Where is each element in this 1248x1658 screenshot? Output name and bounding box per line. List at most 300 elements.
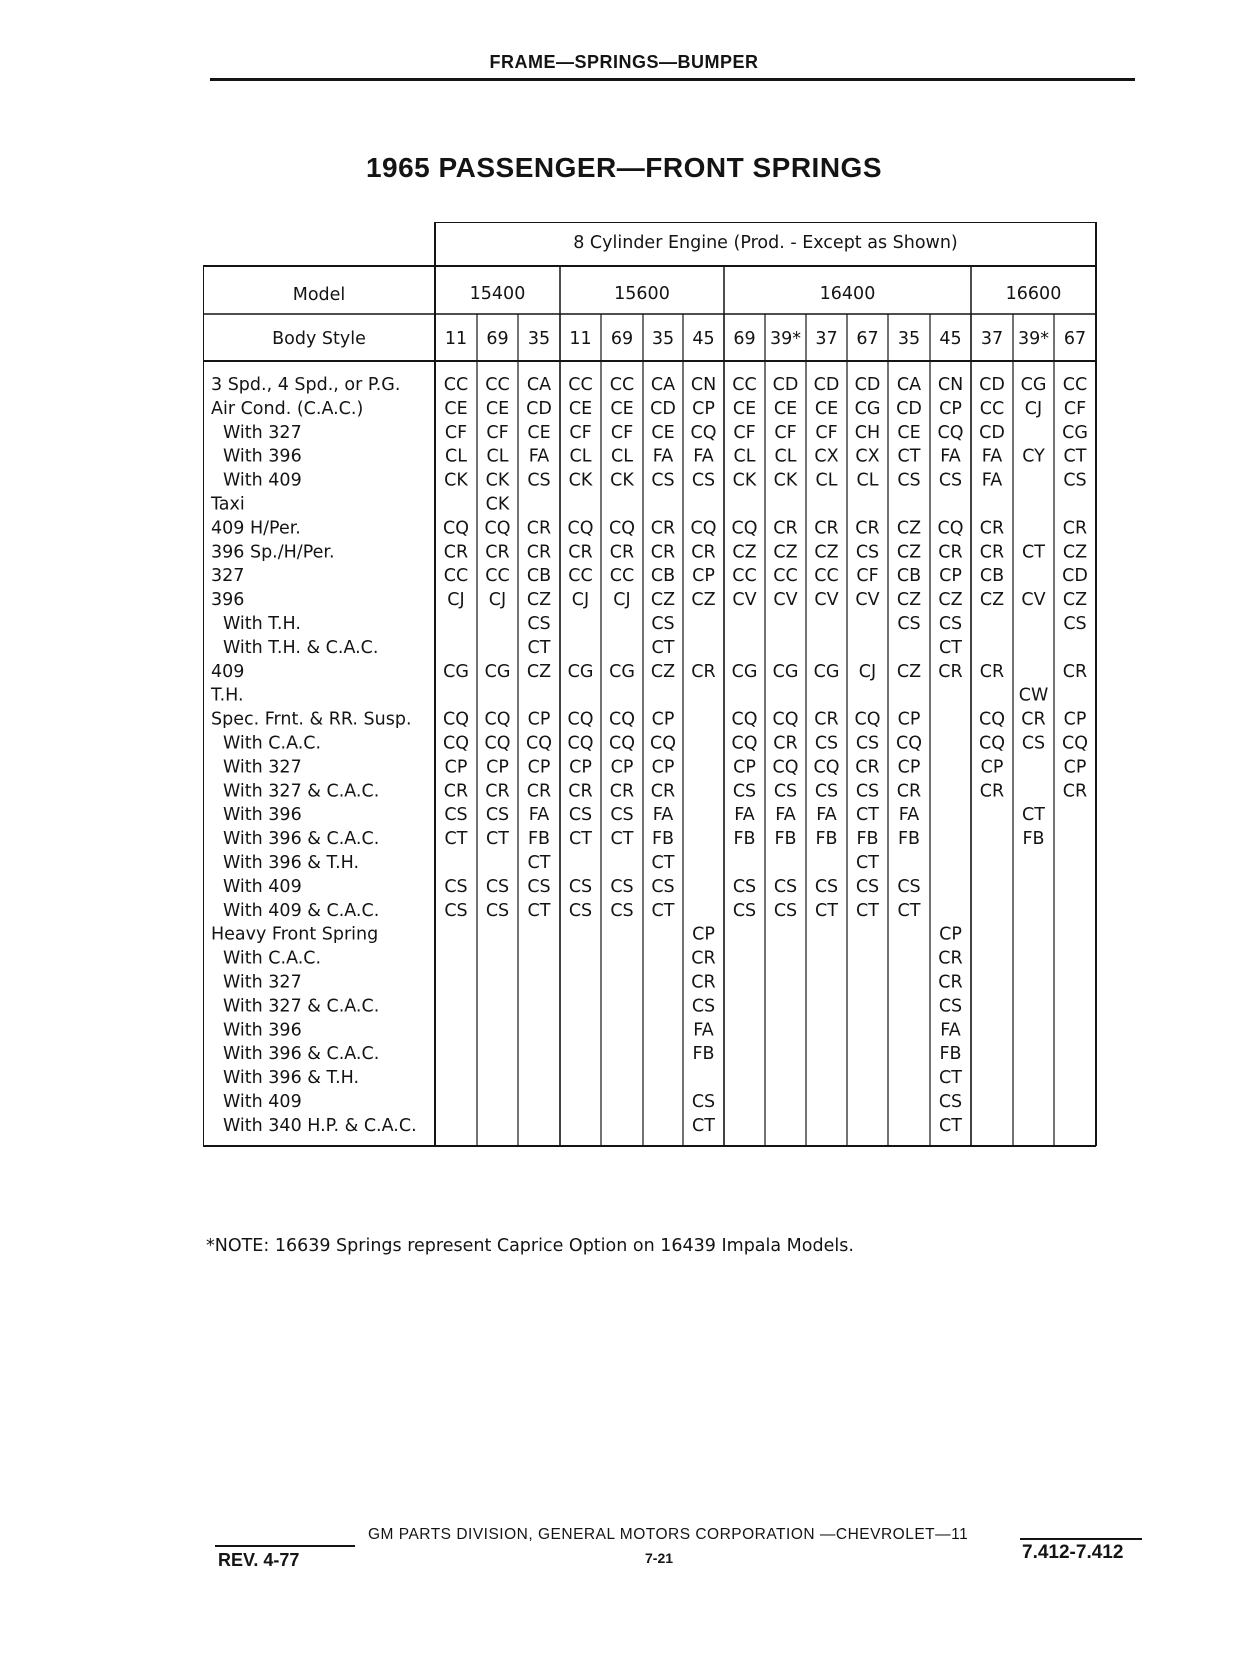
spring-code-cell: CR	[443, 781, 469, 802]
spring-code-cell: CV	[855, 590, 880, 611]
spring-code-cell: CL	[486, 446, 509, 467]
springs-table-svg	[203, 222, 1138, 1200]
body-style-69: 69	[486, 329, 509, 349]
spring-code-cell: FA	[816, 805, 837, 826]
spring-code-cell: CZ	[814, 542, 839, 563]
spring-code-cell: CG	[484, 661, 511, 682]
spring-code-cell: CZ	[1062, 590, 1088, 611]
spring-code-cell: CQ	[443, 518, 469, 539]
spring-code-cell: CQ	[484, 709, 511, 730]
spring-code-cell: CR	[650, 518, 676, 539]
spring-code-cell: CC	[568, 566, 593, 587]
row-label: T.H.	[211, 685, 244, 706]
spring-code-cell: CC	[732, 566, 757, 587]
spring-code-cell: CF	[610, 422, 634, 443]
spring-code-cell: CP	[444, 757, 468, 778]
spring-code-cell: CT	[651, 637, 675, 658]
spring-code-cell: CT	[444, 829, 468, 850]
spring-code-cell: CS	[610, 805, 634, 826]
spring-code-cell: FA	[652, 805, 674, 826]
spring-code-cell: FB	[939, 1044, 962, 1065]
spring-code-cell: CS	[691, 470, 716, 491]
row-label: Air Cond. (C.A.C.)	[211, 398, 364, 419]
body-style-45: 45	[692, 329, 715, 349]
spring-code-cell: CC	[609, 375, 635, 395]
spring-code-cell: CS	[732, 781, 757, 802]
spring-code-cell: CS	[444, 805, 468, 826]
row-label: Heavy Front Spring	[211, 924, 379, 945]
spring-code-cell: FB	[527, 829, 551, 850]
header-rule	[210, 78, 1135, 81]
spring-code-cell: FB	[856, 829, 879, 850]
spring-code-cell: CQ	[567, 518, 594, 539]
spring-code-cell: CT	[527, 637, 551, 658]
row-label: With 327	[223, 422, 302, 443]
spring-code-cell: CP	[527, 709, 551, 730]
spring-code-cell: CQ	[937, 422, 964, 443]
spring-code-cell: CR	[938, 948, 963, 969]
row-label: With 340 H.P. & C.A.C.	[223, 1115, 417, 1136]
spring-code-cell: CC	[1062, 375, 1088, 395]
spring-code-cell: CR	[691, 661, 716, 682]
spring-code-cell: CP	[897, 757, 921, 778]
spring-code-cell: CQ	[567, 733, 594, 754]
model-label: Model	[292, 285, 346, 305]
body-style-37: 37	[815, 329, 838, 349]
spring-code-cell: CB	[979, 566, 1005, 587]
spring-code-cell: CT	[856, 900, 879, 921]
spring-code-cell: CP	[939, 398, 962, 419]
spring-code-cell: CR	[691, 948, 716, 969]
spring-code-cell: CT	[610, 829, 634, 850]
spring-code-cell: FA	[775, 805, 796, 826]
spring-code-cell: CT	[527, 900, 551, 921]
spring-code-cell: CS	[485, 876, 510, 897]
spring-code-cell: CS	[485, 805, 510, 826]
spring-code-cell: CS	[485, 900, 510, 921]
spring-code-cell: CQ	[731, 518, 758, 539]
spring-code-cell: CS	[568, 900, 593, 921]
spring-code-cell: CZ	[896, 661, 922, 682]
spring-code-cell: CQ	[443, 709, 469, 730]
row-label: 396	[211, 590, 245, 611]
spring-code-cell: CR	[1021, 709, 1046, 730]
spring-code-cell: CS	[938, 996, 963, 1017]
row-label: With 409	[223, 470, 302, 491]
spring-code-cell: CR	[814, 709, 839, 730]
spring-code-cell: CQ	[854, 709, 881, 730]
spring-code-cell: CS	[1063, 614, 1087, 634]
spring-code-cell: CC	[568, 375, 593, 395]
spring-code-cell: CZ	[526, 590, 552, 611]
spring-code-cell: CR	[526, 542, 552, 563]
spring-code-cell: CE	[651, 422, 675, 443]
spring-code-cell: CR	[650, 781, 676, 802]
spring-code-cell: FA	[734, 805, 755, 826]
row-label: With 396 & C.A.C.	[223, 829, 380, 850]
spring-code-cell: CS	[897, 876, 921, 897]
spring-code-cell: CS	[1063, 470, 1087, 491]
row-label: With C.A.C.	[223, 948, 322, 969]
spring-code-cell: CP	[486, 757, 509, 778]
body-style-label: Body Style	[272, 329, 366, 349]
spring-code-cell: CR	[485, 542, 510, 563]
spring-code-cell: CQ	[567, 709, 594, 730]
spring-code-cell: CS	[568, 876, 593, 897]
spring-code-cell: CT	[815, 900, 838, 921]
body-style-37: 37	[980, 329, 1004, 349]
spring-code-cell: CT	[897, 900, 921, 921]
row-label: With T.H.	[223, 614, 301, 634]
spring-code-cell: CC	[443, 566, 469, 587]
spring-code-cell: CP	[692, 398, 715, 419]
spring-code-cell: CS	[814, 781, 839, 802]
body-style-69: 69	[610, 329, 634, 349]
spring-code-cell: CV	[773, 590, 798, 611]
spring-code-cell: CB	[896, 566, 922, 587]
spring-code-cell: CT	[939, 637, 962, 658]
spring-code-cell: CK	[485, 470, 510, 491]
spring-code-cell: CR	[855, 518, 880, 539]
spring-code-cell: CP	[1063, 757, 1087, 778]
spring-code-cell: CQ	[690, 518, 717, 539]
spring-code-cell: CL	[611, 446, 633, 467]
spring-code-cell: CS	[732, 876, 757, 897]
spring-code-cell: CR	[609, 781, 635, 802]
spring-code-cell: CF	[815, 422, 838, 443]
spring-code-cell: CP	[980, 757, 1004, 778]
spring-code-cell: CK	[568, 470, 593, 491]
spring-code-cell: CS	[773, 900, 798, 921]
spring-code-cell: CS	[568, 805, 593, 826]
spring-code-cell: CJ	[1024, 398, 1043, 419]
spring-code-cell: CR	[568, 781, 593, 802]
spring-code-cell: CZ	[773, 542, 798, 563]
spring-code-cell: CF	[774, 422, 797, 443]
spring-code-cell: CR	[938, 661, 963, 682]
spring-code-cell: CL	[733, 446, 756, 467]
spring-code-cell: CC	[485, 375, 510, 395]
body-style-67: 67	[856, 329, 879, 349]
footer-code: 7.412-7.412	[1022, 1542, 1124, 1563]
spring-code-cell: CR	[855, 757, 880, 778]
model-15400: 15400	[469, 284, 526, 304]
spring-code-cell: CQ	[484, 733, 511, 754]
body-style-39star: 39*	[1017, 329, 1050, 349]
spring-code-cell: CR	[526, 781, 552, 802]
spring-code-cell: CG	[731, 661, 758, 682]
spring-code-cell: CP	[651, 757, 675, 778]
spring-code-cell: CC	[979, 398, 1005, 419]
spring-code-cell: CA	[650, 375, 676, 395]
body-style-67: 67	[1063, 329, 1087, 349]
spring-code-cell: CZ	[1062, 542, 1088, 563]
spring-code-cell: CG	[1062, 422, 1088, 443]
body-style-69: 69	[733, 329, 756, 349]
spring-code-cell: CR	[896, 781, 922, 802]
spring-code-cell: CT	[1063, 446, 1087, 467]
spring-code-cell: CP	[939, 566, 962, 587]
spring-code-cell: CS	[691, 996, 716, 1017]
spring-code-cell: CS	[938, 1092, 963, 1112]
spring-code-cell: CY	[1022, 446, 1045, 467]
spring-code-cell: CS	[444, 900, 468, 921]
spring-code-cell: CE	[773, 398, 798, 419]
spring-code-cell: CD	[896, 398, 922, 419]
spring-code-cell: CG	[813, 661, 840, 682]
spring-code-cell: CS	[1021, 733, 1046, 754]
spring-code-cell: CP	[569, 757, 592, 778]
spring-code-cell: CA	[896, 375, 922, 395]
row-label: With T.H. & C.A.C.	[223, 637, 379, 658]
spring-code-cell: CT	[1022, 805, 1045, 826]
footer-rule-left	[215, 1545, 355, 1547]
spring-code-cell: CZ	[732, 542, 757, 563]
spring-code-cell: CR	[938, 972, 963, 993]
spring-code-cell: CC	[773, 566, 798, 587]
engine-header: 8 Cylinder Engine (Prod. - Except as Shown)	[573, 233, 958, 253]
spring-code-cell: CN	[937, 375, 964, 395]
spring-code-cell: CS	[855, 876, 880, 897]
spring-code-cell: CF	[569, 422, 592, 443]
row-label: With 396	[223, 446, 302, 467]
spring-code-cell: CR	[979, 518, 1005, 539]
spring-code-cell: FA	[898, 805, 920, 826]
spring-code-cell: CS	[773, 876, 798, 897]
spring-code-cell: CF	[486, 422, 509, 443]
spring-code-cell: CZ	[650, 590, 676, 611]
spring-code-cell: CT	[651, 853, 675, 873]
spring-code-cell: CR	[814, 518, 839, 539]
model-16400: 16400	[819, 284, 876, 304]
spring-code-cell: CS	[691, 1092, 716, 1112]
spring-code-cell: CB	[650, 566, 676, 587]
spring-code-cell: CR	[773, 518, 798, 539]
spring-code-cell: CE	[485, 398, 510, 419]
spring-code-cell: CZ	[896, 542, 922, 563]
row-label: Spec. Frnt. & RR. Susp.	[211, 709, 412, 730]
spring-code-cell: CS	[527, 614, 551, 634]
row-label: With 396	[223, 805, 302, 826]
spring-code-cell: CR	[691, 542, 716, 563]
spring-code-cell: CL	[569, 446, 592, 467]
spring-code-cell: CV	[1021, 590, 1046, 611]
spring-code-cell: CV	[814, 590, 839, 611]
spring-code-cell: CT	[651, 900, 675, 921]
spring-code-cell: CC	[732, 375, 757, 395]
spring-code-cell: FB	[651, 829, 675, 850]
spring-code-cell: CV	[732, 590, 757, 611]
spring-code-cell: CZ	[691, 590, 716, 611]
spring-code-cell: CR	[773, 733, 798, 754]
spring-code-cell: CQ	[443, 733, 469, 754]
spring-code-cell: CT	[486, 829, 509, 850]
row-label: 327	[211, 566, 245, 587]
spring-code-cell: CE	[444, 398, 468, 419]
spring-code-cell: CS	[855, 733, 880, 754]
spring-code-cell: CP	[1063, 709, 1087, 730]
row-label: With 409	[223, 1092, 302, 1112]
spring-code-cell: CZ	[526, 661, 552, 682]
model-15600: 15600	[614, 284, 670, 304]
spring-code-cell: CB	[526, 566, 552, 587]
spring-code-cell: FA	[652, 446, 674, 467]
row-label: With 327	[223, 757, 302, 778]
spring-code-cell: CP	[939, 924, 962, 945]
spring-code-cell: CS	[855, 542, 880, 563]
spring-code-cell: CW	[1018, 685, 1049, 706]
spring-code-cell: CS	[897, 470, 921, 491]
spring-code-cell: CS	[938, 470, 963, 491]
row-label: With 327 & C.A.C.	[223, 996, 380, 1017]
spring-code-cell: CR	[691, 972, 716, 993]
spring-code-cell: FB	[774, 829, 797, 850]
spring-code-cell: CP	[610, 757, 634, 778]
row-label: With 327 & C.A.C.	[223, 781, 380, 802]
spring-code-cell: CG	[567, 661, 594, 682]
spring-code-cell: CE	[814, 398, 839, 419]
footer-rule-right	[1020, 1538, 1142, 1540]
spring-code-cell: CC	[443, 375, 469, 395]
model-16600: 16600	[1005, 284, 1062, 304]
row-label: With 409 & C.A.C.	[223, 900, 380, 921]
spring-code-cell: CX	[814, 446, 839, 467]
spring-code-cell: CS	[651, 614, 675, 634]
spring-code-cell: CF	[444, 422, 468, 443]
spring-code-cell: CT	[569, 829, 592, 850]
spring-code-cell: CH	[854, 422, 881, 443]
spring-code-cell: CS	[814, 876, 839, 897]
spring-code-cell: CD	[979, 375, 1005, 395]
spring-code-cell: CT	[692, 1115, 715, 1136]
spring-code-cell: CQ	[484, 518, 511, 539]
spring-code-cell: CR	[650, 542, 676, 563]
spring-code-cell: CQ	[813, 757, 840, 778]
spring-code-cell: CK	[773, 470, 798, 491]
spring-code-cell: CT	[856, 853, 879, 873]
spring-code-cell: CP	[692, 924, 715, 945]
spring-code-cell: CR	[609, 542, 635, 563]
spring-code-cell: CS	[527, 876, 551, 897]
spring-code-cell: FA	[981, 446, 1003, 467]
spring-code-cell: CK	[610, 470, 634, 491]
spring-code-cell: CQ	[772, 709, 799, 730]
spring-code-cell: CL	[445, 446, 467, 467]
spring-code-cell: CD	[1062, 566, 1088, 587]
footer-publisher: GM PARTS DIVISION, GENERAL MOTORS CORPORATION —CHEVROLET—11	[368, 1526, 969, 1543]
spring-code-cell: CE	[897, 422, 921, 443]
spring-code-cell: CR	[938, 542, 963, 563]
body-style-35: 35	[651, 329, 675, 349]
spring-code-cell: CP	[733, 757, 756, 778]
spring-code-cell: CQ	[937, 518, 964, 539]
spring-code-cell: CQ	[609, 733, 635, 754]
spring-code-cell: FB	[815, 829, 838, 850]
spring-code-cell: CE	[568, 398, 593, 419]
row-label: 3 Spd., 4 Spd., or P.G.	[211, 375, 401, 395]
spring-code-cell: CE	[610, 398, 634, 419]
spring-code-cell: CD	[772, 375, 799, 395]
body-style-11: 11	[569, 329, 592, 349]
spring-code-cell: CR	[979, 661, 1005, 682]
spring-code-cell: CR	[1062, 781, 1088, 802]
spring-code-cell: CQ	[979, 709, 1005, 730]
spring-code-cell: CP	[651, 709, 675, 730]
spring-code-cell: CD	[650, 398, 676, 419]
row-label: 409 H/Per.	[211, 518, 301, 539]
spring-code-cell: CP	[897, 709, 921, 730]
spring-code-cell: CS	[938, 614, 963, 634]
spring-code-cell: CJ	[613, 590, 631, 611]
page-title: 1965 PASSENGER—FRONT SPRINGS	[365, 152, 883, 183]
row-label: 396 Sp./H/Per.	[211, 542, 335, 563]
spring-code-cell: CQ	[896, 733, 922, 754]
spring-code-cell: CQ	[1062, 733, 1088, 754]
spring-code-cell: CJ	[488, 590, 507, 611]
row-label: With 396 & T.H.	[223, 853, 360, 873]
spring-code-cell: CR	[443, 542, 469, 563]
body-style-35: 35	[897, 329, 921, 349]
footnote: *NOTE: 16639 Springs represent Caprice Option on 16439 Impala Models.	[206, 1236, 854, 1256]
spring-code-cell: CG	[1020, 375, 1047, 395]
spring-code-cell: CQ	[526, 733, 552, 754]
spring-code-cell: CZ	[896, 518, 922, 539]
spring-code-cell: CP	[527, 757, 551, 778]
spring-code-cell: CT	[856, 805, 879, 826]
spring-code-cell: CS	[773, 781, 798, 802]
spring-code-cell: CS	[651, 470, 675, 491]
row-label: With 396	[223, 1020, 302, 1041]
spring-code-cell: FB	[897, 829, 921, 850]
spring-code-cell: CQ	[650, 733, 676, 754]
body-style-11: 11	[444, 329, 468, 349]
section-header: FRAME—SPRINGS—BUMPER	[489, 52, 759, 72]
spring-code-cell: CD	[979, 422, 1005, 443]
spring-code-cell: CT	[939, 1068, 962, 1089]
row-label: With 396 & C.A.C.	[223, 1044, 380, 1065]
spring-code-cell: CS	[651, 876, 675, 897]
spring-code-cell: CT	[939, 1115, 962, 1136]
spring-code-cell: CS	[732, 900, 757, 921]
spring-code-cell: CQ	[609, 518, 635, 539]
spring-code-cell: CE	[732, 398, 757, 419]
body-style-45: 45	[939, 329, 962, 349]
spring-code-cell: CP	[692, 566, 715, 587]
spring-code-cell: CK	[732, 470, 757, 491]
body-style-35: 35	[527, 329, 551, 349]
spring-code-cell: CJ	[447, 590, 465, 611]
spring-code-cell: CF	[1063, 398, 1087, 419]
spring-code-cell: CQ	[609, 709, 635, 730]
springs-table	[203, 222, 1138, 1200]
spring-code-cell: CK	[444, 470, 468, 491]
spring-code-cell: CX	[855, 446, 880, 467]
spring-code-cell: CG	[609, 661, 635, 682]
row-label: Taxi	[211, 494, 245, 515]
row-label: With C.A.C.	[223, 733, 322, 754]
spring-code-cell: CT	[527, 853, 551, 873]
spring-code-cell: CZ	[896, 590, 922, 611]
spring-code-cell: CL	[856, 470, 879, 491]
spring-code-cell: FB	[1022, 829, 1045, 850]
spring-code-cell: CS	[897, 614, 921, 634]
spring-code-cell: CR	[485, 781, 510, 802]
spring-code-cell: CF	[733, 422, 756, 443]
footer-revision: REV. 4-77	[218, 1550, 300, 1570]
spring-code-cell: CD	[526, 398, 552, 419]
spring-code-cell: CL	[774, 446, 797, 467]
spring-code-cell: FA	[693, 1020, 714, 1041]
